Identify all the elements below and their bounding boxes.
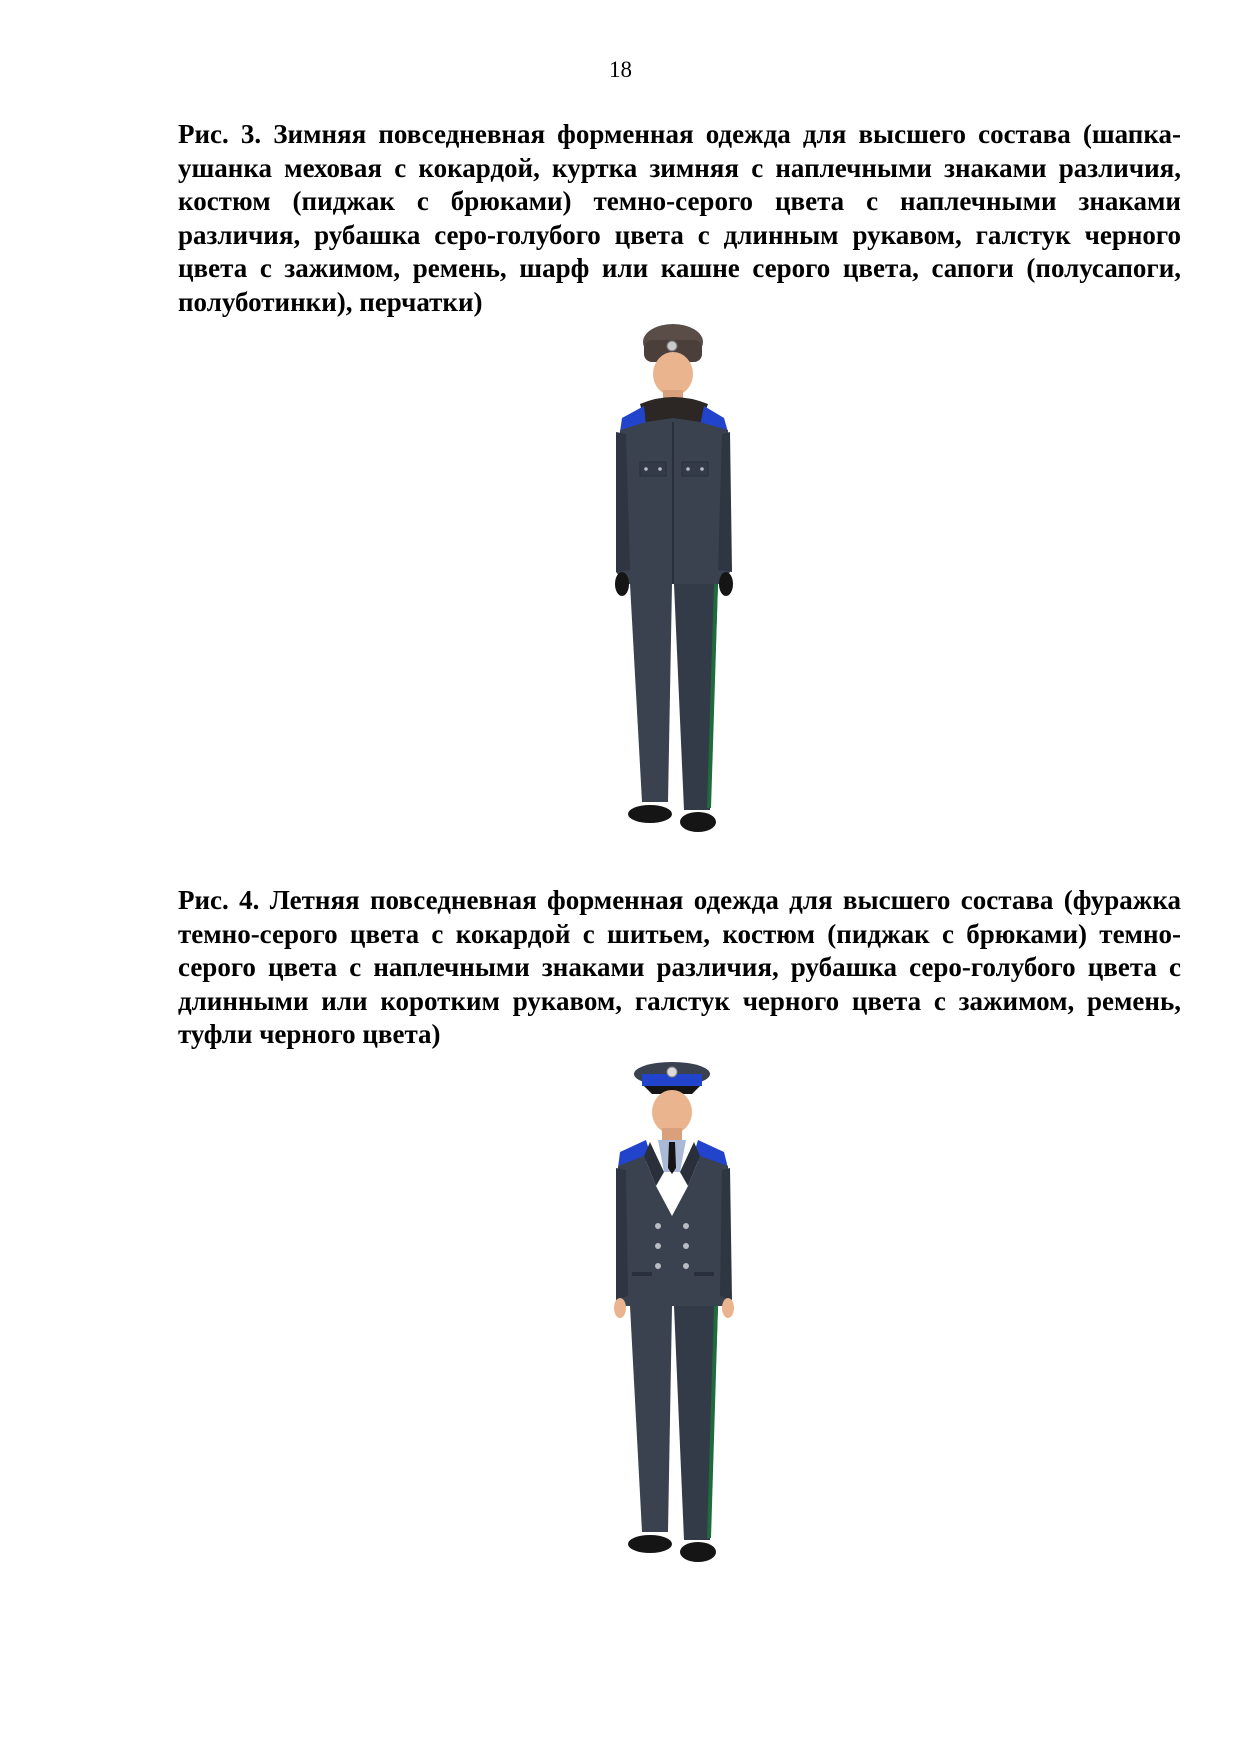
figure-3-winter-uniform-illustration [600, 322, 750, 850]
figure-3-caption: Рис. 3. Зимняя повседневная форменная одежда для высшего состава (шапка-ушанка меховая с кокардой, куртка зимняя с наплечными знаками различия, костюм (пиджак с брюками) темно-серого цвета с наплечными знаками различия, рубашка серо-голубого цвета с длинным рукавом, галстук черного цвета с зажимом, ремень, шарф или кашне серого цвета, сапоги (полусапоги, полуботинки), перчатки) [178, 119, 1181, 317]
page-number: 18 [609, 57, 632, 82]
figure-4-summer-uniform-illustration [600, 1056, 750, 1580]
figure-4-caption: Рис. 4. Летняя повседневная форменная одежда для высшего состава (фуражка темно-серого цвета с кокардой с шитьем, костюм (пиджак с брюками) темно-серого цвета с наплечными знаками различия, рубашка серо-голубого цвета с длинными или коротким рукавом, галстук черного цвета с зажимом, ремень, туфли черного цвета) [178, 885, 1181, 1049]
